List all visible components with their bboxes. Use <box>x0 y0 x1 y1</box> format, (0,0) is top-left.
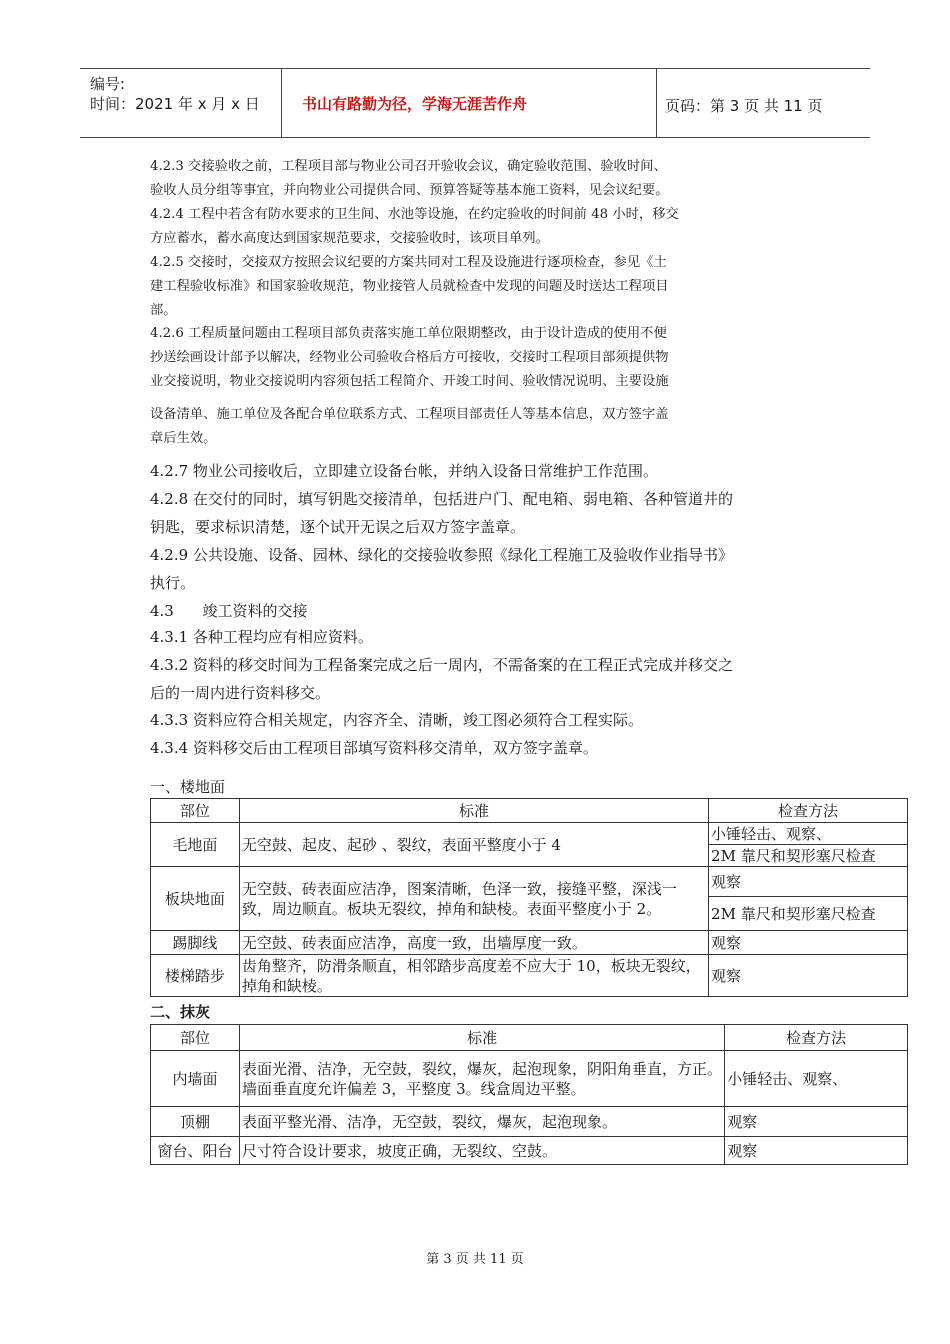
header-divider <box>656 69 657 137</box>
text-line: 钥匙，要求标识清楚，逐个试开无误之后双方签字盖章。 <box>150 518 526 536</box>
text-line: 部。 <box>150 303 177 318</box>
table-cell-method: 观察 <box>725 1107 908 1137</box>
paragraph-4-2-6 <box>150 322 850 394</box>
text-line: 验收人员分组等事宜，并向物业公司提供合同、预算答疑等基本施工资料，见会议纪要。 <box>150 183 669 198</box>
page-header <box>80 68 870 138</box>
table-header: 部位 <box>151 1025 240 1051</box>
text-line: 方应蓄水，蓄水高度达到国家规范要求，交接验收时，该项目单列。 <box>150 231 549 246</box>
page-footer: 第 3 页 共 11 页 <box>426 1252 524 1267</box>
header-divider <box>281 69 282 137</box>
table-cell-standard: 齿角整齐，防滑条顺直，相邻踏步高度差不应大于 10，板块无裂纹，掉角和缺棱。 <box>239 955 708 997</box>
table-cell-part: 楼梯踏步 <box>151 955 240 997</box>
table-cell-method: 小锤轻击、观察、 <box>725 1051 908 1107</box>
text-line: 建工程验收标准》和国家验收规范，物业接管人员就检查中发现的问题及时送达工程项目 <box>150 279 669 294</box>
table-cell-standard: 无空鼓、起皮、起砂 、裂纹，表面平整度小于 4 <box>239 823 708 867</box>
table-header: 检查方法 <box>709 799 908 823</box>
text-line: 章后生效。 <box>150 431 217 446</box>
paragraph-4-3-1 <box>150 623 880 651</box>
table-cell-part: 毛地面 <box>151 823 240 867</box>
plaster-table <box>150 1024 908 1165</box>
paragraph-4-2-8 <box>150 485 880 541</box>
text-line: 抄送绘画设计部予以解决，经物业公司验收合格后方可接收，交接时工程项目部须提供物 <box>150 350 669 365</box>
header-number-label: 编号: <box>90 75 126 93</box>
heading-4-3 <box>150 597 880 625</box>
paragraph-4-2-7 <box>150 457 880 485</box>
paragraph-4-2-6-cont <box>150 403 850 451</box>
table-cell-method: 观察 <box>709 867 908 897</box>
paragraph-4-3-2 <box>150 651 880 707</box>
text-line: 后的一周内进行资料移交。 <box>150 684 331 702</box>
table-cell-part: 踢脚线 <box>151 931 240 955</box>
text-line: 4.2.5 交接时，交接双方按照会议纪要的方案共同对工程及设施进行逐项检查，参见《土 <box>150 255 667 270</box>
text-line: 4.2.3 交接验收之前，工程项目部与物业公司召开验收会议，确定验收范围、验收时间、 <box>150 159 667 174</box>
text-line: 4.2.7 物业公司接收后，立即建立设备台帐，并纳入设备日常维护工作范围。 <box>150 462 658 480</box>
table-cell-method: 小锤轻击、观察、 <box>709 823 908 845</box>
text-line: 4.3.1 各种工程均应有相应资料。 <box>150 628 373 646</box>
text-line: 4.2.4 工程中若含有防水要求的卫生间、水池等设施，在约定验收的时间前 48 小时，移交 <box>150 207 679 222</box>
text-line: 4.3.4 资料移交后由工程项目部填写资料移交清单，双方签字盖章。 <box>150 739 598 757</box>
table-cell-method: 观察 <box>725 1137 908 1165</box>
header-motto: 书山有路勤为径，学海无涯苦作舟 <box>302 95 528 113</box>
table-cell-part: 板块地面 <box>151 867 240 931</box>
table-header: 检查方法 <box>725 1025 908 1051</box>
table-cell-method: 2M 靠尺和契形塞尺检查 <box>709 845 908 867</box>
section-title-plaster: 二、抹灰 <box>150 1003 211 1021</box>
table-cell-standard: 无空鼓、砖表面应洁净，图案清晰，色泽一致，接缝平整，深浅一致，周边顺直。板块无裂纹，掉角和缺棱。表面平整度小于 2。 <box>239 867 708 931</box>
text-line: 4.2.6 工程质量问题由工程项目部负责落实施工单位限期整改，由于设计造成的使用不便 <box>150 326 667 341</box>
paragraph-4-2-5 <box>150 251 850 323</box>
table-cell-method: 观察 <box>709 931 908 955</box>
paragraph-4-2-4 <box>150 203 850 251</box>
paragraph-4-3-4 <box>150 734 880 762</box>
floor-table <box>150 798 908 997</box>
paragraph-4-3-3 <box>150 706 880 734</box>
table-cell-standard: 表面光滑、洁净，无空鼓，裂纹，爆灰，起泡现象，阴阳角垂直，方正。墙面垂直度允许偏差 3，平整度 3。线盒周边平整。 <box>239 1051 724 1107</box>
header-date: 时间：2021 年 x 月 x 日 <box>90 95 260 113</box>
section-title-floor: 一、楼地面 <box>150 778 226 796</box>
text-line: 4.2.9 公共设施、设备、园林、绿化的交接验收参照《绿化工程施工及验收作业指导书》 <box>150 546 733 564</box>
text-line: 4.3 竣工资料的交接 <box>150 602 308 620</box>
table-cell-part: 窗台、阳台 <box>151 1137 240 1165</box>
paragraph-4-2-9 <box>150 541 880 597</box>
table-header: 标准 <box>239 799 708 823</box>
text-line: 业交接说明，物业交接说明内容须包括工程简介、开竣工时间、验收情况说明、主要设施 <box>150 374 669 389</box>
table-cell-standard: 无空鼓、砖表面应洁净，高度一致，出墙厚度一致。 <box>239 931 708 955</box>
table-header: 部位 <box>151 799 240 823</box>
text-line: 4.2.8 在交付的同时，填写钥匙交接清单，包括进户门、配电箱、弱电箱、各种管道井的 <box>150 490 733 508</box>
text-line: 执行。 <box>150 574 196 592</box>
text-line: 设备清单、施工单位及各配合单位联系方式、工程项目部责任人等基本信息，双方签字盖 <box>150 407 669 422</box>
table-cell-standard: 尺寸符合设计要求，坡度正确，无裂纹、空鼓。 <box>239 1137 724 1165</box>
table-cell-method: 观察 <box>709 955 908 997</box>
table-cell-part: 顶棚 <box>151 1107 240 1137</box>
text-line: 4.3.3 资料应符合相关规定，内容齐全、清晰，竣工图必须符合工程实际。 <box>150 711 643 729</box>
table-cell-method: 2M 靠尺和契形塞尺检查 <box>709 897 908 931</box>
header-page-info: 页码：第 3 页 共 11 页 <box>665 97 823 115</box>
table-cell-part: 内墙面 <box>151 1051 240 1107</box>
table-header: 标准 <box>239 1025 724 1051</box>
table-cell-standard: 表面平整光滑、洁净，无空鼓，裂纹，爆灰，起泡现象。 <box>239 1107 724 1137</box>
paragraph-4-2-3 <box>150 155 850 203</box>
text-line: 4.3.2 资料的移交时间为工程备案完成之后一周内，不需备案的在工程正式完成并移交之 <box>150 656 733 674</box>
